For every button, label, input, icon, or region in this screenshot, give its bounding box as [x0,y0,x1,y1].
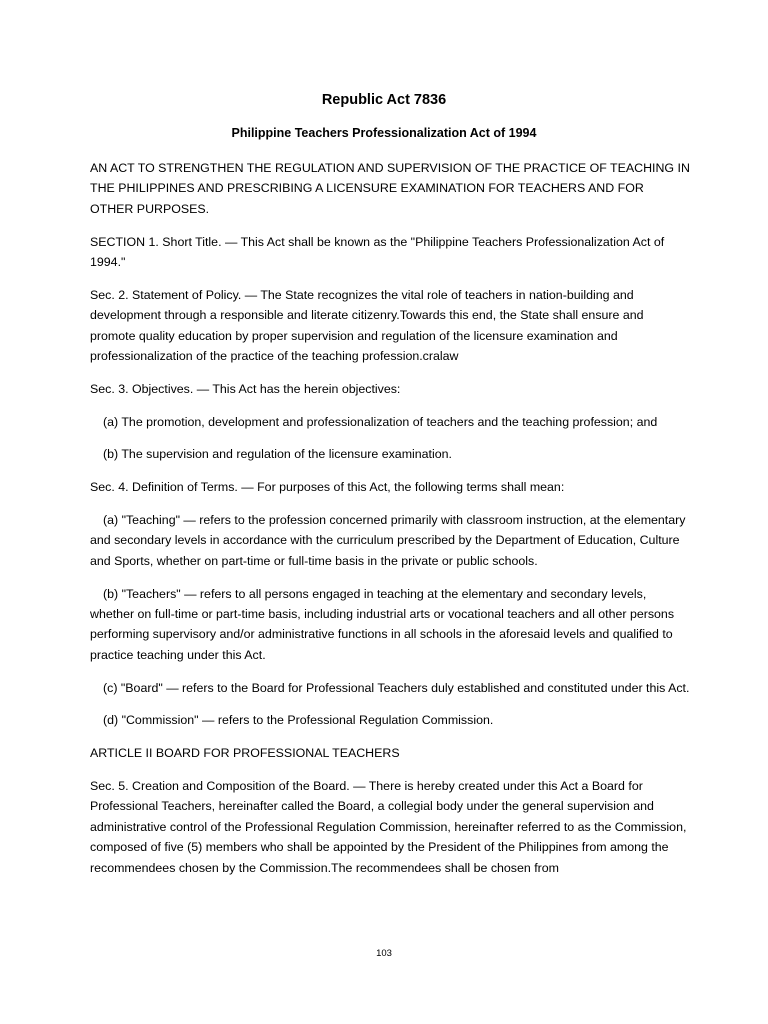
article-heading: ARTICLE II BOARD FOR PROFESSIONAL TEACHERS [90,746,400,761]
definition-board-paragraph: (c) "Board" — refers to the Board for Professional Teachers duly established and constituted under this Act. [103,680,690,695]
act-description-paragraph: AN ACT TO STRENGTHEN THE REGULATION AND SUPERVISION OF THE PRACTICE OF TEACHING IN THE PHILIPPINES AND PRESCRIBING A LICENSURE EXAMINATION FOR TEACHERS AND FOR OTHER PURPOSES. [90,161,690,216]
section-2-paragraph: Sec. 2. Statement of Policy. — The State recognizes the vital role of teachers in nation-building and development through a responsible and literate citizenry.Towards this end, the State shall ensure and promote quality education by proper supervision and regulation of the licensure examination and professionalization of the practice of the teaching profession.cralaw [90,287,644,364]
section-3-paragraph: Sec. 3. Objectives. — This Act has the herein objectives: [90,381,401,396]
definition-teachers-paragraph: (b) "Teachers" — refers to all persons engaged in teaching at the elementary and secondary levels, whether on full-time or part-time basis, including industrial arts or vocational teachers and all other persons performing supervisory and/or administrative functions in all schools in the aforesaid levels and qualified to practice teaching under this Act. [90,586,675,662]
document-body [90,158,690,890]
page-number: 103 [376,948,392,959]
objective-a-paragraph: (a) The promotion, development and professionalization of teachers and the teaching profession; and [103,414,658,429]
definition-teaching-paragraph: (a) "Teaching" — refers to the profession concerned primarily with classroom instruction, at the elementary and secondary levels in accordance with the curriculum prescribed by the Department of Education, Culture and Sports, whether on part-time or full-time basis in the private or public schools. [90,513,686,568]
section-1-paragraph: SECTION 1. Short Title. — This Act shall be known as the "Philippine Teachers Professionalization Act of 1994." [90,234,665,270]
section-4-paragraph: Sec. 4. Definition of Terms. — For purposes of this Act, the following terms shall mean: [90,480,565,495]
section-5-paragraph: Sec. 5. Creation and Composition of the Board. — There is hereby created under this Act a Board for Professional Teachers, hereinafter called the Board, a collegial body under the general supervision and administrative control of the Professional Regulation Commission, hereinafter referred to as the Commission, composed of five (5) members who shall be appointed by the President of the Philippines from among the recommendees chosen by the Commission.The recommendees shall be chosen from [90,779,687,875]
document-subtitle: Philippine Teachers Professionalization Act of 1994 [231,126,537,140]
document-title: Republic Act 7836 [321,92,447,108]
definition-commission-paragraph: (d) "Commission" — refers to the Professional Regulation Commission. [103,713,494,728]
objective-b-paragraph: (b) The supervision and regulation of the licensure examination. [103,447,452,462]
